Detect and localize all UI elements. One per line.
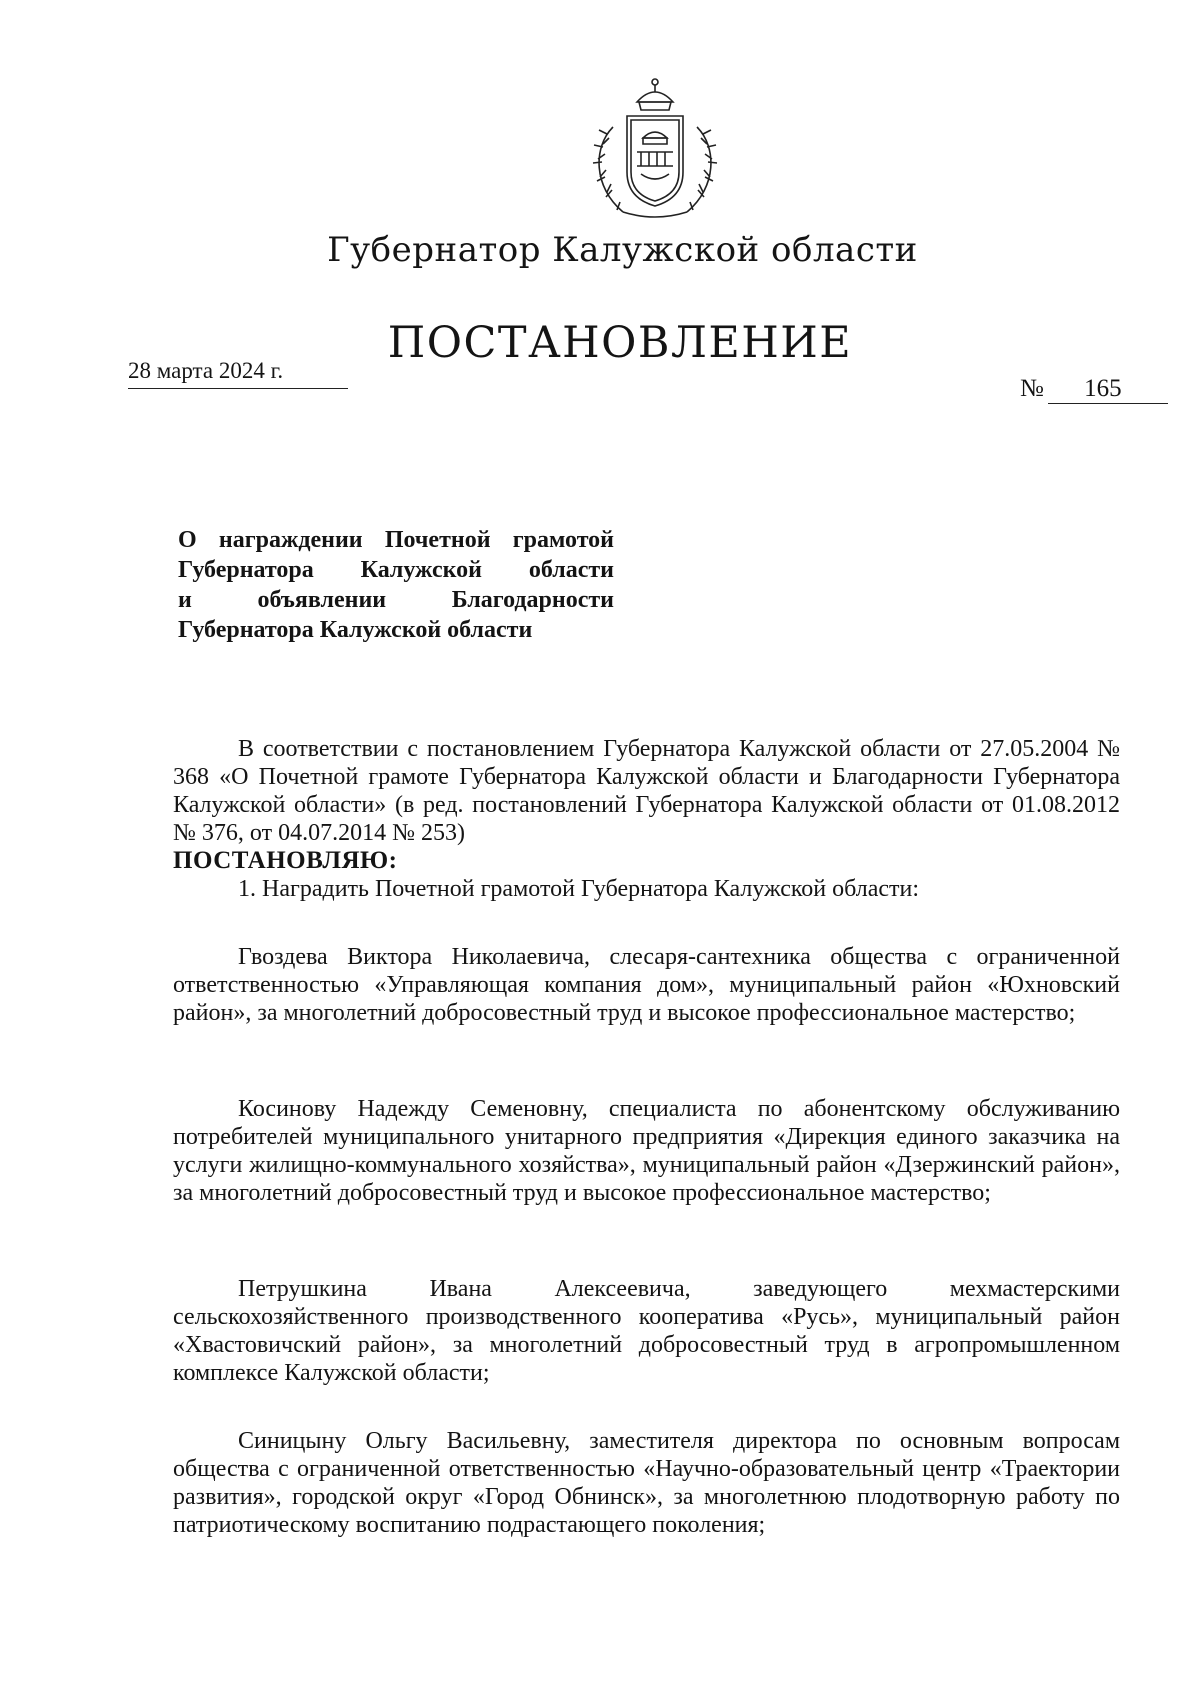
issuing-authority (0, 230, 1200, 270)
awardee-paragraph (173, 943, 1120, 1027)
subject-line: и объявлении Благодарности (178, 587, 614, 613)
item-1-heading: 1. Наградить Почетной грамотой Губернатора Калужской области: (238, 876, 920, 902)
awardee-paragraph (173, 1275, 1120, 1387)
document-type-title: ПОСТАНОВЛЕНИЕ (387, 318, 853, 368)
awardee-text: Синицыну Ольгу Васильевну, заместителя директора по основным вопросам общества с ограниченной ответственностью «Научно-образовательный центр «Траектории развития», городской округ «Город Обнинск», за многолетнюю плодотворную работу по патриотическому воспитанию подрастающего поколения; (173, 1428, 1120, 1538)
document-date: 28 марта 2024 г. (128, 358, 348, 389)
awardee-paragraph (173, 1095, 1120, 1207)
awardee-text: Петрушкина Ивана Алексеевича, заведующего мехмастерскими сельскохозяйственного производственного кооператива «Русь», муниципальный район «Хвастовичский район», за многолетний добросовестный труд в агропромышленном комплексе Калужской области; (173, 1276, 1120, 1386)
decree-word: ПОСТАНОВЛЯЮ: (173, 847, 398, 874)
preamble (173, 735, 1120, 903)
authority-title: Губернатор Калужской области (327, 230, 918, 270)
awardee-paragraph (173, 1427, 1120, 1539)
number-sign: № (1020, 375, 1044, 402)
subject-line: Губернатора Калужской области (178, 617, 533, 643)
coat-of-arms-emblem (583, 72, 727, 222)
document-number (1020, 375, 1168, 404)
awardee-text: Косинову Надежду Семеновну, специалиста по абонентскому обслуживанию потребителей муниципального унитарного предприятия «Дирекция единого заказчика на услуги жилищно-коммунального хозяйства», муниципальный район «Дзержинский район», за многолетний добросовестный труд и высокое профессиональное мастерство; (173, 1096, 1120, 1206)
preamble-text: В соответствии с постановлением Губернатора Калужской области от 27.05.2004 № 368 «О Почетной грамоте Губернатора Калужской области и Благодарности Губернатора Калужской области» (в ред. постановлений Губернатора Калужской области от 01.08.2012 № 376, от 04.07.2014 № 253) (173, 736, 1120, 846)
awardee-text: Гвоздева Виктора Николаевича, слесаря-сантехника общества с ограниченной ответственностью «Управляющая компания дом», муниципальный район «Юхновский район», за многолетний добросовестный труд и высокое профессиональное мастерство; (173, 944, 1120, 1026)
document-subject (178, 525, 614, 645)
subject-line: Губернатора Калужской области (178, 557, 614, 583)
number-value: 165 (1048, 375, 1168, 404)
subject-line: О награждении Почетной грамотой (178, 527, 614, 553)
